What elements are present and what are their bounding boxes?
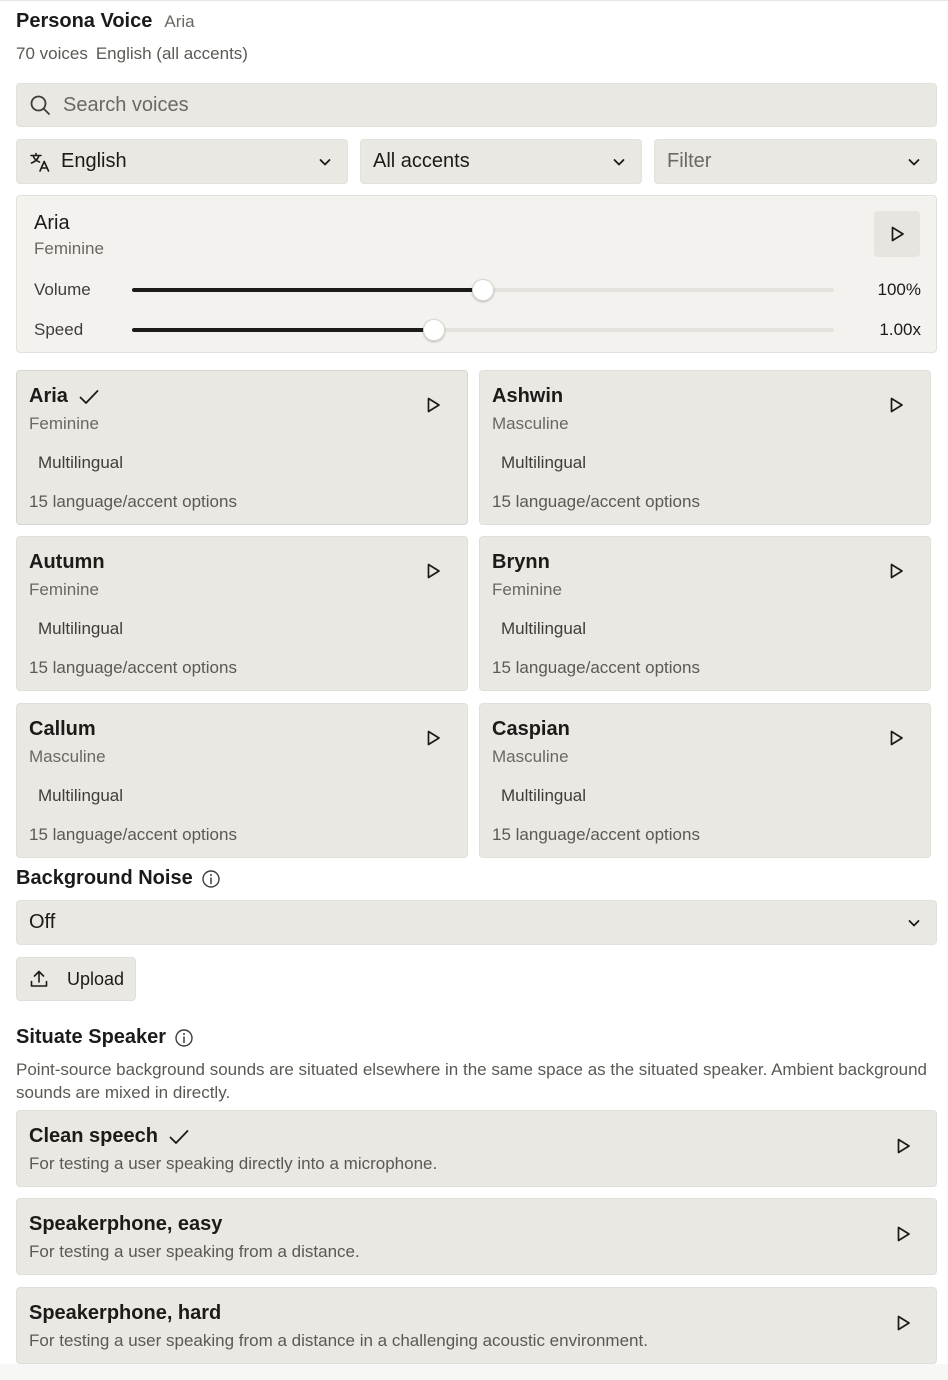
voice-name: Aria xyxy=(29,385,68,407)
speaker-option-speakerphone-easy[interactable] xyxy=(16,1198,937,1275)
check-icon xyxy=(168,1128,190,1146)
voice-card-autumn[interactable] xyxy=(16,536,468,691)
voice-options-count: 15 language/accent options xyxy=(492,825,700,844)
voice-tag: Multilingual xyxy=(501,619,587,638)
search-input[interactable] xyxy=(61,93,901,118)
search-icon xyxy=(29,94,51,116)
speaker-option-name: Clean speech xyxy=(29,1125,158,1147)
volume-value: 100% xyxy=(877,280,921,299)
filter-select-placeholder: Filter xyxy=(667,150,712,172)
voice-name: Ashwin xyxy=(492,385,564,407)
language-select-value: English xyxy=(61,150,127,172)
voice-gender: Feminine xyxy=(29,580,99,599)
bottom-edge xyxy=(0,1364,948,1380)
voice-name: Brynn xyxy=(492,551,550,573)
voice-options-count: 15 language/accent options xyxy=(29,492,237,511)
persona-header xyxy=(16,10,195,33)
chevron-down-icon xyxy=(906,915,922,931)
preview-play-button[interactable] xyxy=(874,211,920,257)
top-divider xyxy=(0,0,948,1)
voice-card-brynn[interactable] xyxy=(479,536,931,691)
language-summary: English (all accents) xyxy=(95,44,248,63)
play-icon[interactable] xyxy=(891,1222,915,1246)
voice-options-count: 15 language/accent options xyxy=(492,492,700,511)
background-noise-value: Off xyxy=(29,911,56,933)
preview-voice-gender: Feminine xyxy=(34,239,104,258)
voice-tag: Multilingual xyxy=(501,453,587,472)
play-icon[interactable] xyxy=(884,393,908,417)
voice-options-count: 15 language/accent options xyxy=(492,658,700,677)
voice-tag: Multilingual xyxy=(38,453,124,472)
voice-name: Autumn xyxy=(29,551,105,573)
speaker-option-name: Speakerphone, hard xyxy=(29,1302,222,1324)
voice-count: 70 voices xyxy=(16,44,88,63)
speed-row xyxy=(34,318,921,342)
voice-gender: Feminine xyxy=(29,414,99,433)
upload-button[interactable] xyxy=(16,957,136,1001)
voice-preview-panel xyxy=(16,195,937,353)
situate-speaker-heading xyxy=(16,1026,194,1049)
chevron-down-icon xyxy=(317,154,333,170)
speaker-option-clean-speech[interactable] xyxy=(16,1110,937,1187)
speed-slider-fill xyxy=(132,328,434,332)
voice-tag: Multilingual xyxy=(38,786,124,805)
speaker-option-speakerphone-hard[interactable] xyxy=(16,1287,937,1364)
filter-select[interactable] xyxy=(654,139,937,184)
background-noise-heading xyxy=(16,867,221,890)
check-icon xyxy=(78,388,100,406)
voice-gender: Masculine xyxy=(492,414,569,433)
chevron-down-icon xyxy=(906,154,922,170)
volume-label: Volume xyxy=(34,280,91,299)
accent-select-value: All accents xyxy=(373,150,470,172)
play-icon[interactable] xyxy=(891,1134,915,1158)
speed-slider-thumb[interactable] xyxy=(423,319,445,341)
upload-label: Upload xyxy=(67,968,125,989)
play-icon[interactable] xyxy=(421,726,445,750)
volume-slider-thumb[interactable] xyxy=(472,279,494,301)
language-select[interactable] xyxy=(16,139,348,184)
voice-summary xyxy=(16,44,248,64)
voice-tag: Multilingual xyxy=(501,786,587,805)
preview-voice-name: Aria xyxy=(34,212,70,234)
speaker-option-description: For testing a user speaking from a distance. xyxy=(29,1242,360,1261)
accent-select[interactable] xyxy=(360,139,642,184)
speed-label: Speed xyxy=(34,320,84,339)
speed-value: 1.00x xyxy=(879,320,921,339)
voice-gender: Masculine xyxy=(492,747,569,766)
play-icon[interactable] xyxy=(421,393,445,417)
voice-options-count: 15 language/accent options xyxy=(29,825,237,844)
voice-card-aria[interactable] xyxy=(16,370,468,525)
situate-speaker-description: Point-source background sounds are situated elsewhere in the same space as the situated speaker. Ambient background sounds are mixed in directly. xyxy=(16,1060,928,1102)
speaker-option-description: For testing a user speaking directly into a microphone. xyxy=(29,1154,438,1173)
voice-options-count: 15 language/accent options xyxy=(29,658,237,677)
voice-grid xyxy=(16,370,932,844)
speaker-option-name: Speakerphone, easy xyxy=(29,1213,223,1235)
situate-speaker-title: Situate Speaker xyxy=(16,1026,167,1048)
page-title: Persona Voice xyxy=(16,10,153,32)
info-icon[interactable] xyxy=(201,869,221,889)
play-icon[interactable] xyxy=(421,559,445,583)
search-box[interactable] xyxy=(16,83,937,127)
volume-slider[interactable] xyxy=(132,288,834,292)
play-icon[interactable] xyxy=(884,559,908,583)
background-noise-title: Background Noise xyxy=(16,867,193,889)
play-icon[interactable] xyxy=(884,726,908,750)
play-icon[interactable] xyxy=(891,1311,915,1335)
voice-card-caspian[interactable] xyxy=(479,703,931,858)
selected-voice-label: Aria xyxy=(164,12,195,31)
voice-card-ashwin[interactable] xyxy=(479,370,931,525)
voice-gender: Masculine xyxy=(29,747,106,766)
speaker-option-description: For testing a user speaking from a distance in a challenging acoustic environment. xyxy=(29,1331,648,1350)
voice-card-callum[interactable] xyxy=(16,703,468,858)
voice-name: Callum xyxy=(29,718,96,740)
play-icon xyxy=(888,225,906,243)
voice-name: Caspian xyxy=(492,718,570,740)
chevron-down-icon xyxy=(611,154,627,170)
volume-slider-fill xyxy=(132,288,483,292)
voice-tag: Multilingual xyxy=(38,619,124,638)
voice-gender: Feminine xyxy=(492,580,562,599)
info-icon[interactable] xyxy=(174,1028,194,1048)
speed-slider[interactable] xyxy=(132,328,834,332)
upload-icon xyxy=(29,969,49,989)
translate-icon xyxy=(29,151,51,173)
background-noise-select[interactable] xyxy=(16,900,937,945)
volume-row xyxy=(34,278,921,302)
